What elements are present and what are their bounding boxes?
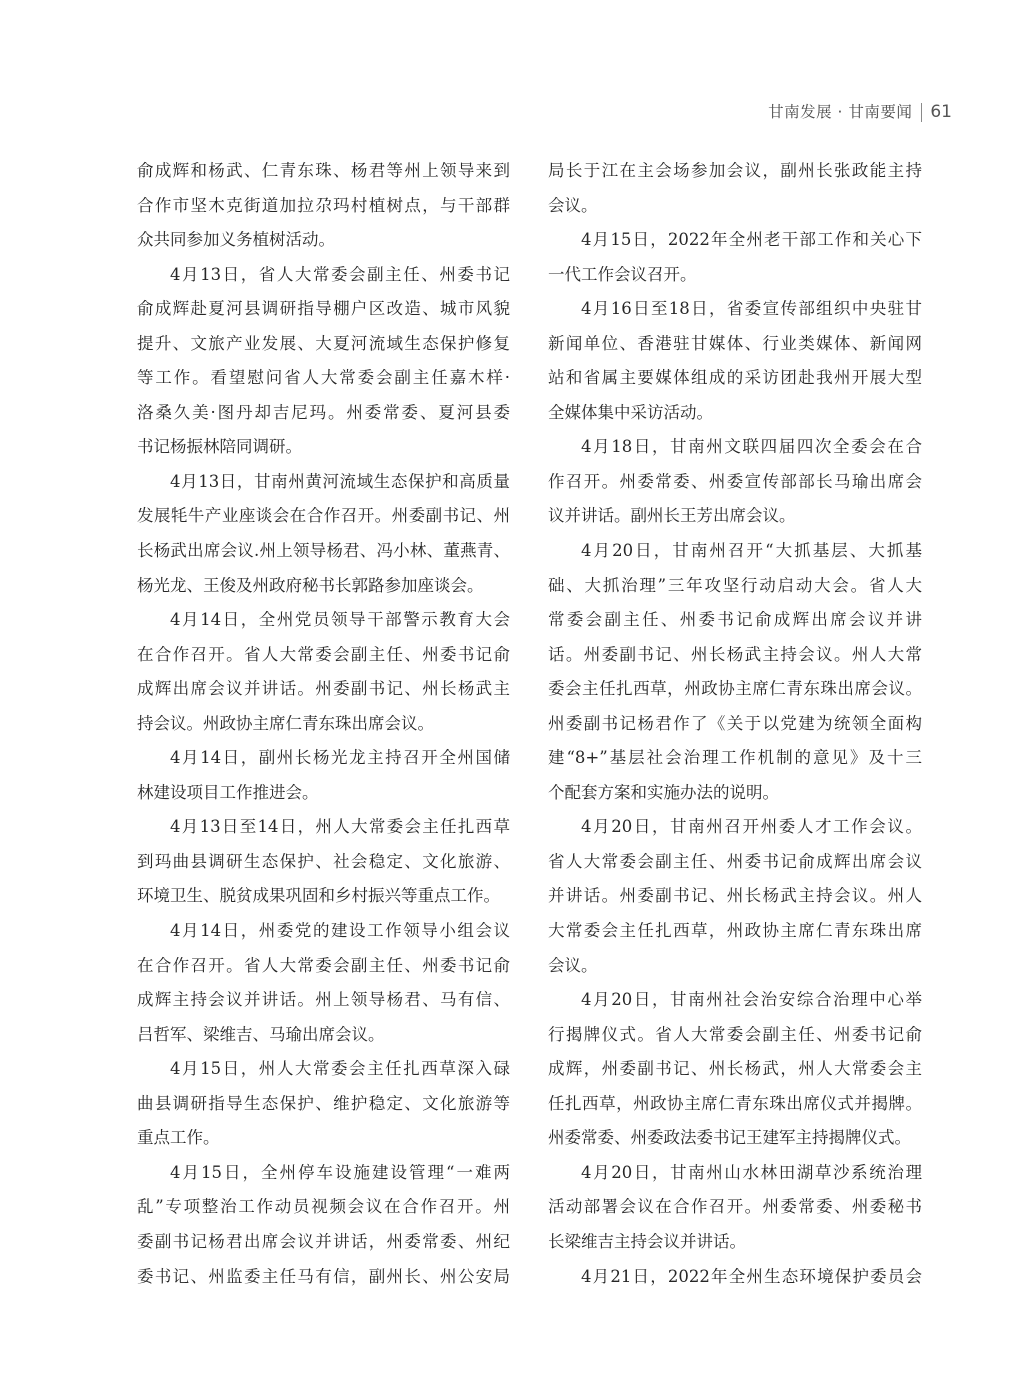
text-line: 会议。 — [548, 195, 598, 215]
text-line: 州委常委、州委政法委书记王建军主持揭牌仪式。 — [548, 1128, 911, 1148]
paragraph — [137, 258, 510, 465]
text-line: 础、大抓治理”三年攻坚行动启动大会。省人大 — [548, 575, 922, 595]
text-line: 4月20日，甘南州山水林田湖草沙系统治理 — [581, 1162, 922, 1182]
text-line: 任扎西草，州政协主席仁青东珠出席仪式并揭牌。 — [548, 1093, 922, 1113]
text-line: 行揭牌仪式。省人大常委会副主任、州委书记俞 — [548, 1024, 922, 1044]
text-line: 新闻单位、香港驻甘媒体、行业类媒体、新闻网 — [548, 333, 922, 353]
text-line: 4月16日至18日，省委宣传部组织中央驻甘 — [581, 299, 922, 319]
text-line: 4月13日，甘南州黄河流域生态保护和高质量 — [170, 471, 510, 491]
paragraph — [137, 603, 510, 741]
text-line: 4月14日，副州长杨光龙主持召开全州国储 — [170, 748, 510, 768]
paragraph — [548, 292, 922, 430]
text-line: 建“8+”基层社会治理工作机制的意见》及十三 — [548, 748, 922, 768]
text-line: 环境卫生、脱贫成果巩固和乡村振兴等重点工作。 — [137, 886, 500, 906]
text-line: 话。州委副书记、州长杨武主持会议。州人大常 — [548, 644, 922, 664]
text-line: 4月18日，甘南州文联四届四次全委会在合 — [581, 437, 922, 457]
text-line: 作召开。州委常委、州委宣传部部长马瑜出席会 — [548, 471, 922, 491]
text-line: 一代工作会议召开。 — [548, 264, 697, 284]
text-line: 活动部署会议在合作召开。州委常委、州委秘书 — [548, 1197, 922, 1217]
text-line: 长梁维吉主持会议并讲话。 — [548, 1231, 746, 1251]
text-line: 成辉，州委副书记、州长杨武，州人大常委会主 — [548, 1059, 922, 1079]
text-column-left — [137, 154, 510, 1294]
text-line: 州委副书记杨君作了《关于以党建为统领全面构 — [548, 713, 922, 733]
paragraph — [137, 810, 510, 914]
text-line: 议并讲话。副州长王芳出席会议。 — [548, 506, 796, 526]
paragraph — [548, 1260, 922, 1295]
paragraph — [137, 741, 510, 810]
text-line: 等工作。看望慰问省人大常委会副主任嘉木样· — [137, 368, 510, 388]
text-column-right — [548, 154, 922, 1294]
text-line: 发展牦牛产业座谈会在合作召开。州委副书记、州 — [137, 506, 510, 526]
text-line: 到玛曲县调研生态保护、社会稳定、文化旅游、 — [137, 851, 510, 871]
text-line: 4月15日，州人大常委会主任扎西草深入碌 — [170, 1059, 510, 1079]
text-line: 成辉主持会议并讲话。州上领导杨君、马有信、 — [137, 990, 510, 1010]
text-line: 4月20日，甘南州社会治安综合治理中心举 — [581, 990, 922, 1010]
text-line: 委副书记杨君出席会议并讲话，州委常委、州纪 — [137, 1231, 510, 1251]
paragraph — [137, 1156, 510, 1294]
header-section-title: 甘南发展 · 甘南要闻 — [768, 103, 913, 121]
text-line: 4月21日，2022年全州生态环境保护委员会 — [581, 1266, 922, 1286]
text-line: 4月20日，甘南州召开州委人才工作会议。 — [581, 817, 922, 837]
text-line: 提升、文旅产业发展、大夏河流域生态保护修复 — [137, 333, 510, 353]
text-line: 全媒体集中采访活动。 — [548, 402, 713, 422]
text-line: 常委会副主任、州委书记俞成辉出席会议并讲 — [548, 610, 922, 630]
text-line: 省人大常委会副主任、州委书记俞成辉出席会议 — [548, 851, 922, 871]
text-line: 4月13日，省人大常委会副主任、州委书记 — [170, 264, 510, 284]
text-line: 成辉出席会议并讲话。州委副书记、州长杨武主 — [137, 679, 510, 699]
text-line: 4月14日，全州党员领导干部警示教育大会 — [170, 610, 510, 630]
text-line: 长杨武出席会议.州上领导杨君、冯小林、董燕青、 — [137, 541, 510, 561]
page-number: 61 — [930, 102, 952, 122]
text-line: 4月20日，甘南州召开“大抓基层、大抓基 — [581, 541, 922, 561]
text-line: 在合作召开。省人大常委会副主任、州委书记俞 — [137, 955, 510, 975]
text-line: 曲县调研指导生态保护、维护稳定、文化旅游等 — [137, 1093, 510, 1113]
text-line: 林建设项目工作推进会。 — [137, 782, 319, 802]
text-line: 众共同参加义务植树活动。 — [137, 230, 335, 250]
text-line: 4月15日，2022年全州老干部工作和关心下 — [581, 230, 922, 250]
text-line: 局长于江在主会场参加会议，副州长张政能主持 — [548, 161, 922, 180]
text-line: 合作市坚木克街道加拉尕玛村植树点，与干部群 — [137, 195, 510, 215]
text-line: 4月13日至14日，州人大常委会主任扎西草 — [170, 817, 510, 837]
paragraph — [548, 983, 922, 1156]
paragraph — [548, 1156, 922, 1260]
paragraph — [548, 154, 922, 223]
text-line: 重点工作。 — [137, 1128, 220, 1148]
paragraph — [548, 534, 922, 810]
paragraph — [548, 223, 922, 292]
text-line: 乱”专项整治工作动员视频会议在合作召开。州 — [137, 1197, 510, 1217]
text-line: 俞成辉和杨武、仁青东珠、杨君等州上领导来到 — [137, 161, 510, 180]
paragraph — [137, 914, 510, 1052]
text-line: 会议。 — [548, 955, 598, 975]
paragraph — [137, 154, 510, 258]
paragraph — [137, 1052, 510, 1156]
text-line: 委书记、州监委主任马有信，副州长、州公安局 — [137, 1266, 510, 1286]
text-line: 并讲话。州委副书记、州长杨武主持会议。州人 — [548, 886, 922, 906]
text-line: 委会主任扎西草，州政协主席仁青东珠出席会议。 — [548, 679, 922, 699]
text-line: 4月15日，全州停车设施建设管理“一难两 — [170, 1162, 510, 1182]
text-line: 个配套方案和实施办法的说明。 — [548, 782, 779, 802]
text-line: 杨光龙、王俊及州政府秘书长郭路参加座谈会。 — [137, 575, 484, 595]
text-line: 洛桑久美·图丹却吉尼玛。州委常委、夏河县委 — [137, 402, 510, 422]
paragraph — [548, 430, 922, 534]
text-line: 站和省属主要媒体组成的采访团赴我州开展大型 — [548, 368, 922, 388]
text-line: 4月14日，州委党的建设工作领导小组会议 — [170, 921, 510, 941]
running-header — [768, 100, 952, 124]
header-divider — [921, 103, 922, 122]
text-line: 在合作召开。省人大常委会副主任、州委书记俞 — [137, 644, 510, 664]
paragraph — [548, 810, 922, 983]
text-line: 持会议。州政协主席仁青东珠出席会议。 — [137, 713, 434, 733]
text-line: 大常委会主任扎西草，州政协主席仁青东珠出席 — [548, 921, 922, 941]
text-line: 俞成辉赴夏河县调研指导棚户区改造、城市风貌 — [137, 299, 510, 319]
text-line: 吕哲军、梁维吉、马瑜出席会议。 — [137, 1024, 385, 1044]
text-line: 书记杨振林陪同调研。 — [137, 437, 302, 457]
paragraph — [137, 465, 510, 603]
